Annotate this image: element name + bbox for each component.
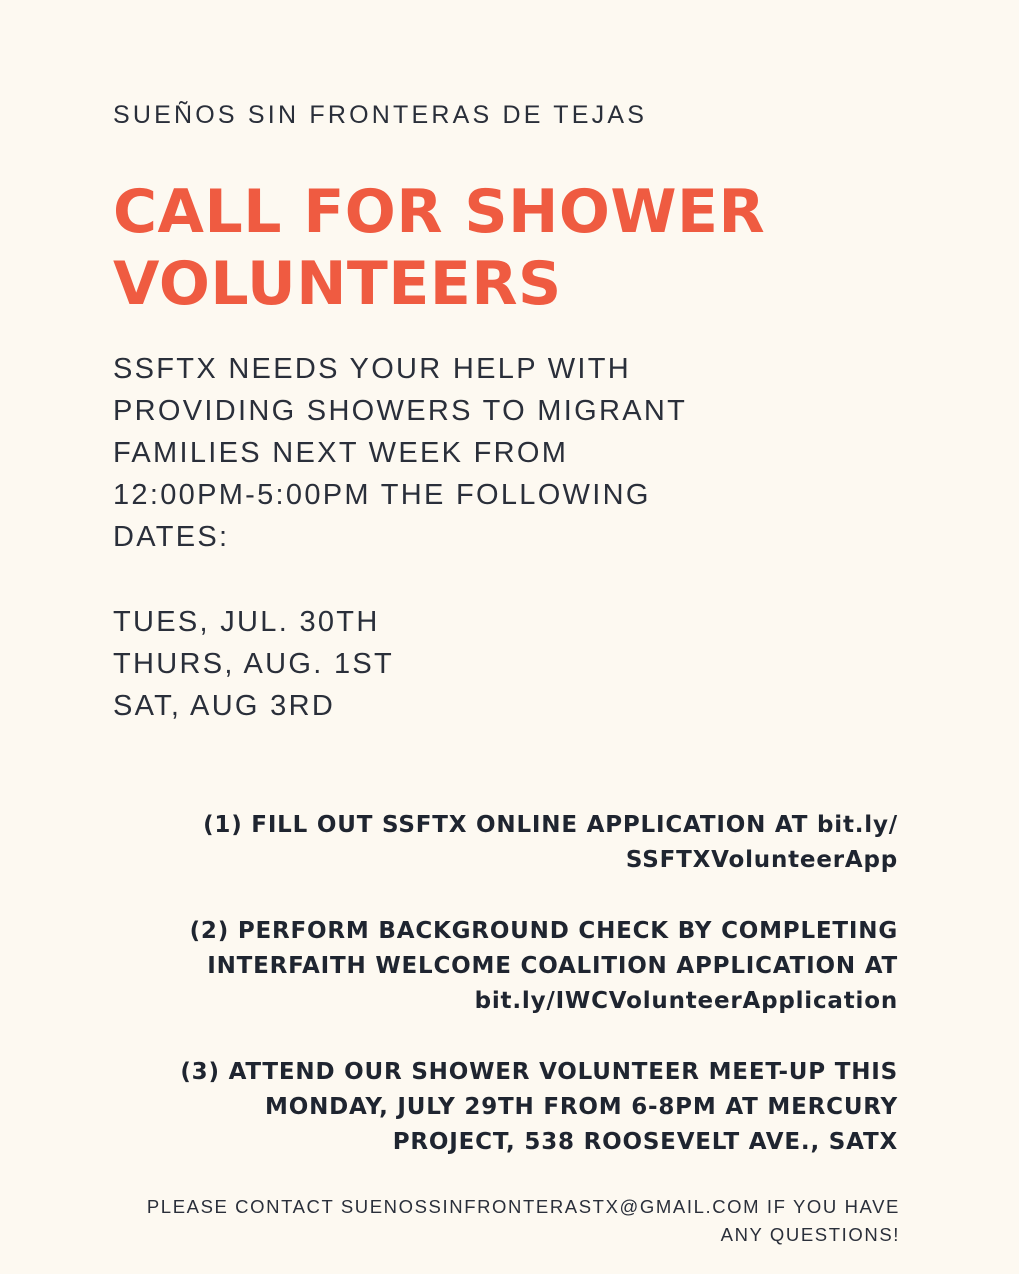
step-3-line: (3) ATTEND OUR SHOWER VOLUNTEER MEET-UP THIS (180, 1059, 898, 1085)
step-2-line: (2) PERFORM BACKGROUND CHECK BY COMPLETING (189, 918, 898, 944)
contact-line: PLEASE CONTACT SUENOSSINFRONTERASTX@GMAIL.COM IF YOU HAVE (146, 1196, 900, 1217)
intro-line: FAMILIES NEXT WEEK FROM (113, 437, 569, 469)
date-item: SAT, AUG 3RD (113, 690, 336, 722)
step-3 (118, 1055, 898, 1160)
intro-line: PROVIDING SHOWERS TO MIGRANT (113, 395, 688, 427)
step-1-line: (1) FILL OUT SSFTX ONLINE APPLICATION AT bit.ly/ (203, 812, 898, 838)
date-list (113, 601, 394, 727)
intro-paragraph (113, 348, 933, 558)
headline-line-2: VOLUNTEERS (113, 249, 562, 319)
headline-line-1: CALL FOR SHOWER (113, 177, 766, 247)
step-2-line: bit.ly/IWCVolunteerApplication (474, 988, 898, 1014)
date-item: THURS, AUG. 1ST (113, 648, 395, 680)
intro-line: 12:00PM-5:00PM THE FOLLOWING (113, 479, 651, 511)
date-item: TUES, JUL. 30TH (113, 606, 380, 638)
step-3-line: MONDAY, JULY 29TH FROM 6-8PM AT MERCURY (265, 1094, 898, 1120)
step-3-line: PROJECT, 538 ROOSEVELT AVE., SATX (392, 1129, 898, 1155)
contact-note (100, 1193, 900, 1249)
step-1-line: SSFTXVolunteerApp (625, 847, 898, 873)
intro-line: DATES: (113, 521, 230, 553)
step-2 (118, 914, 898, 1019)
step-1 (118, 808, 898, 878)
contact-line: ANY QUESTIONS! (720, 1224, 900, 1245)
headline (113, 176, 933, 320)
step-2-line: INTERFAITH WELCOME COALITION APPLICATION AT (207, 953, 898, 979)
organization-name: SUEÑOS SIN FRONTERAS DE TEJAS (113, 101, 648, 129)
intro-line: SSFTX NEEDS YOUR HELP WITH (113, 353, 631, 385)
